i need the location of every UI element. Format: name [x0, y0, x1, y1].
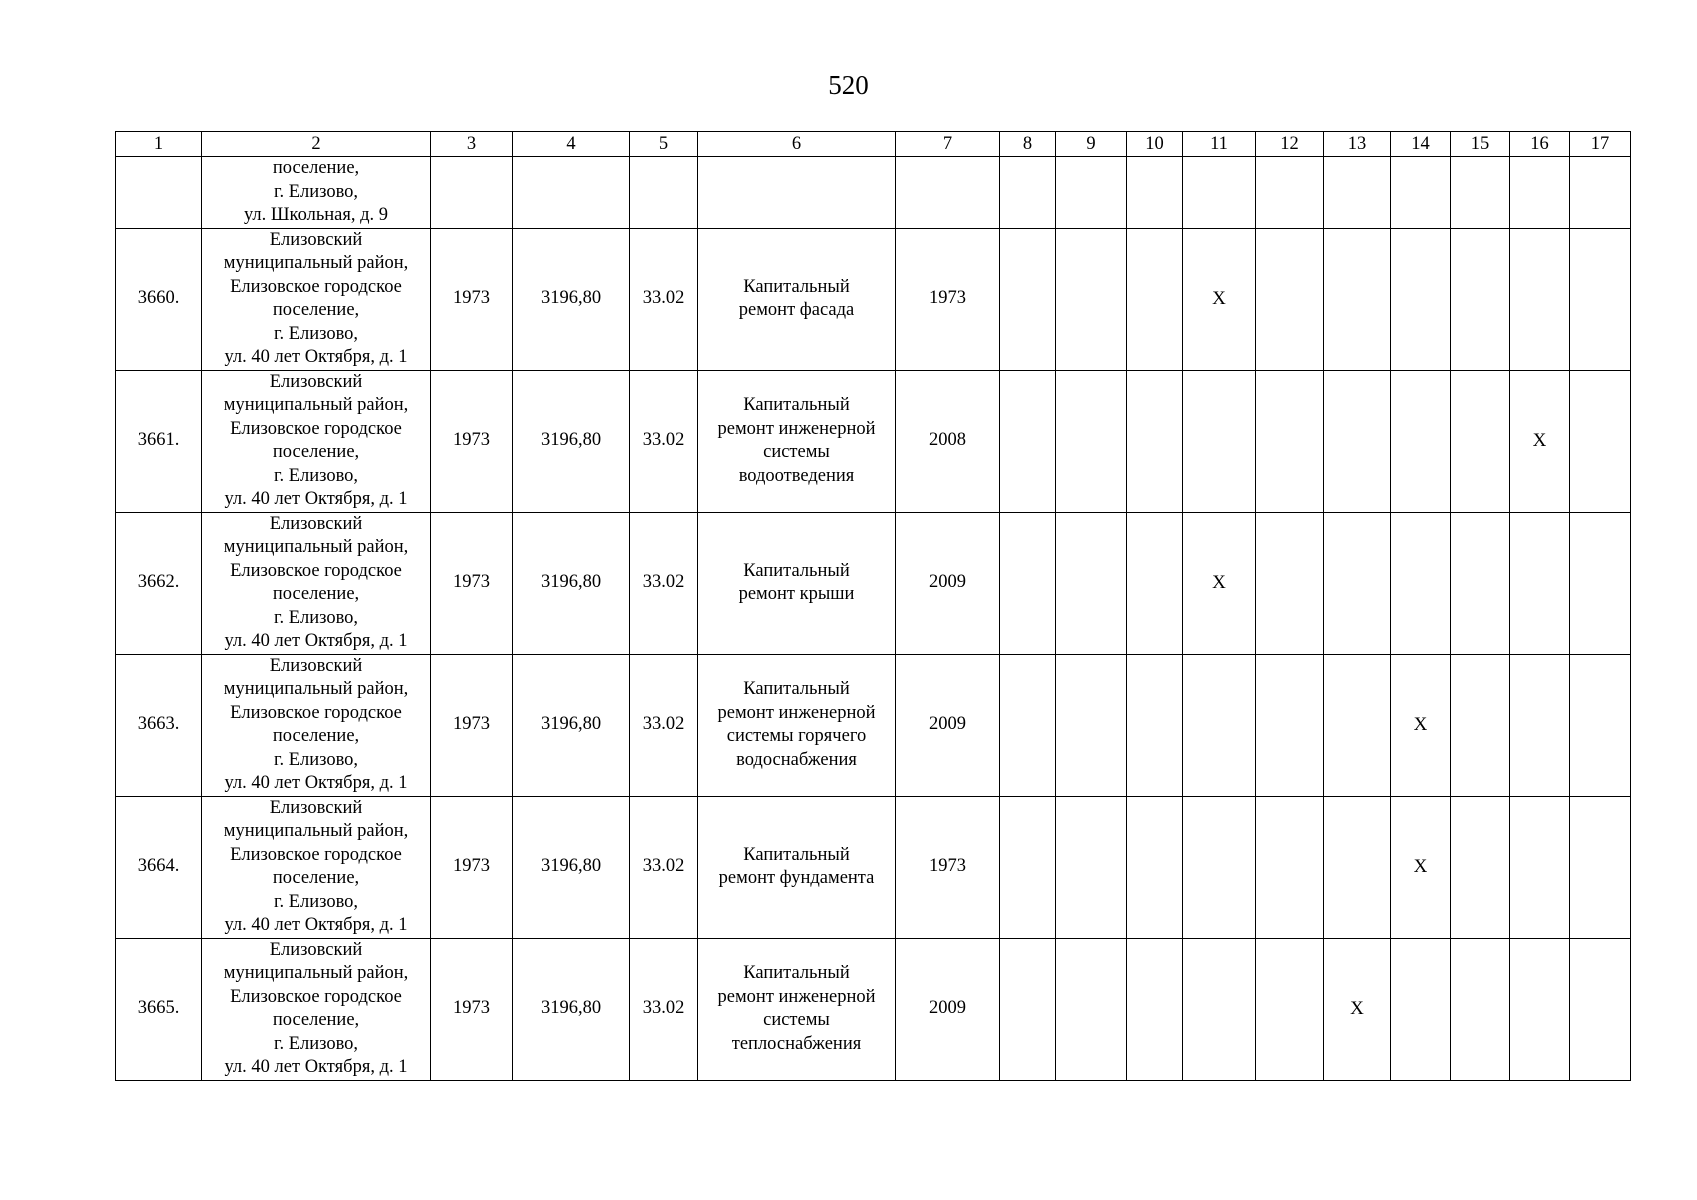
row-mark-col-8: [1000, 512, 1056, 654]
row-work-type: Капитальный ремонт крыши: [698, 512, 896, 654]
row-mark-col-12: [1256, 512, 1324, 654]
table-row: [116, 796, 1631, 938]
row-mark-col-13: [1324, 228, 1391, 370]
row-mark-col-13: X: [1324, 938, 1391, 1080]
row-mark-col-16: [1510, 512, 1570, 654]
table-row: [116, 370, 1631, 512]
row-number: 3665.: [116, 938, 202, 1080]
row-number: 3660.: [116, 228, 202, 370]
row-mark-col-8: [1000, 157, 1056, 229]
row-mark-col-17: [1570, 654, 1631, 796]
row-mark-col-12: [1256, 370, 1324, 512]
column-header: 5: [630, 132, 698, 157]
row-number: 3663.: [116, 654, 202, 796]
row-year-built: 1973: [431, 512, 513, 654]
row-mark-col-14: X: [1391, 796, 1451, 938]
row-year-done: 2009: [896, 654, 1000, 796]
row-year-done: 2009: [896, 938, 1000, 1080]
row-mark-col-9: [1056, 654, 1127, 796]
row-mark-col-16: [1510, 157, 1570, 229]
row-mark-col-9: [1056, 228, 1127, 370]
row-work-type: Капитальный ремонт фундамента: [698, 796, 896, 938]
row-mark-col-10: [1127, 654, 1183, 796]
column-header: 7: [896, 132, 1000, 157]
row-year-built: 1973: [431, 370, 513, 512]
row-mark-col-10: [1127, 796, 1183, 938]
row-code: 33.02: [630, 228, 698, 370]
row-mark-col-15: [1451, 370, 1510, 512]
row-mark-col-11: [1183, 654, 1256, 796]
row-mark-col-12: [1256, 654, 1324, 796]
row-mark-col-16: [1510, 938, 1570, 1080]
row-mark-col-10: [1127, 157, 1183, 229]
table-row: [116, 654, 1631, 796]
row-mark-col-12: [1256, 157, 1324, 229]
table-row: [116, 512, 1631, 654]
row-mark-col-17: [1570, 512, 1631, 654]
row-code: 33.02: [630, 654, 698, 796]
row-mark-col-14: [1391, 512, 1451, 654]
row-mark-col-11: [1183, 796, 1256, 938]
row-mark-col-10: [1127, 938, 1183, 1080]
row-mark-col-11: X: [1183, 512, 1256, 654]
row-mark-col-12: [1256, 938, 1324, 1080]
row-mark-col-10: [1127, 228, 1183, 370]
row-area: 3196,80: [513, 654, 630, 796]
row-mark-col-11: [1183, 370, 1256, 512]
row-year-done: 1973: [896, 228, 1000, 370]
row-year-built: 1973: [431, 654, 513, 796]
row-mark-col-11: [1183, 938, 1256, 1080]
row-address: Елизовский муниципальный район, Елизовское городское поселение, г. Елизово, ул. 40 лет Октября, д. 1: [202, 228, 431, 370]
repair-register-table: [115, 131, 1631, 1081]
row-address: Елизовский муниципальный район, Елизовское городское поселение, г. Елизово, ул. 40 лет Октября, д. 1: [202, 512, 431, 654]
row-mark-col-12: [1256, 796, 1324, 938]
row-mark-col-15: [1451, 796, 1510, 938]
row-mark-col-13: [1324, 157, 1391, 229]
row-mark-col-13: [1324, 654, 1391, 796]
row-mark-col-16: X: [1510, 370, 1570, 512]
row-year-built: 1973: [431, 938, 513, 1080]
row-number: 3662.: [116, 512, 202, 654]
column-header: 2: [202, 132, 431, 157]
row-mark-col-15: [1451, 654, 1510, 796]
column-header: 6: [698, 132, 896, 157]
row-year-built: 1973: [431, 796, 513, 938]
row-mark-col-9: [1056, 370, 1127, 512]
row-mark-col-8: [1000, 228, 1056, 370]
row-area: 3196,80: [513, 938, 630, 1080]
row-mark-col-17: [1570, 157, 1631, 229]
row-year-done: 2008: [896, 370, 1000, 512]
row-area: 3196,80: [513, 370, 630, 512]
column-header: 10: [1127, 132, 1183, 157]
row-area: [513, 157, 630, 229]
row-mark-col-9: [1056, 157, 1127, 229]
row-work-type: [698, 157, 896, 229]
row-mark-col-16: [1510, 228, 1570, 370]
row-code: [630, 157, 698, 229]
row-mark-col-15: [1451, 228, 1510, 370]
row-mark-col-16: [1510, 796, 1570, 938]
row-address: поселение, г. Елизово, ул. Школьная, д. 9: [202, 157, 431, 229]
row-mark-col-17: [1570, 796, 1631, 938]
row-mark-col-10: [1127, 370, 1183, 512]
row-work-type: Капитальный ремонт инженерной системы водоотведения: [698, 370, 896, 512]
row-year-done: 2009: [896, 512, 1000, 654]
column-header: 12: [1256, 132, 1324, 157]
column-header: 17: [1570, 132, 1631, 157]
row-area: 3196,80: [513, 512, 630, 654]
row-mark-col-10: [1127, 512, 1183, 654]
row-work-type: Капитальный ремонт инженерной системы теплоснабжения: [698, 938, 896, 1080]
table-row: [116, 228, 1631, 370]
row-mark-col-9: [1056, 512, 1127, 654]
row-mark-col-13: [1324, 796, 1391, 938]
row-mark-col-16: [1510, 654, 1570, 796]
row-mark-col-15: [1451, 157, 1510, 229]
row-year-done: 1973: [896, 796, 1000, 938]
page-number: 520: [828, 70, 869, 100]
row-address: Елизовский муниципальный район, Елизовское городское поселение, г. Елизово, ул. 40 лет Октября, д. 1: [202, 938, 431, 1080]
row-mark-col-12: [1256, 228, 1324, 370]
row-mark-col-13: [1324, 370, 1391, 512]
row-mark-col-14: [1391, 938, 1451, 1080]
row-mark-col-13: [1324, 512, 1391, 654]
row-year-built: 1973: [431, 228, 513, 370]
row-code: 33.02: [630, 370, 698, 512]
row-mark-col-14: X: [1391, 654, 1451, 796]
row-mark-col-9: [1056, 938, 1127, 1080]
row-year-built: [431, 157, 513, 229]
row-mark-col-15: [1451, 512, 1510, 654]
row-code: 33.02: [630, 512, 698, 654]
row-mark-col-17: [1570, 938, 1631, 1080]
row-mark-col-17: [1570, 228, 1631, 370]
header-row: [116, 132, 1631, 157]
column-header: 9: [1056, 132, 1127, 157]
row-address: Елизовский муниципальный район, Елизовское городское поселение, г. Елизово, ул. 40 лет Октября, д. 1: [202, 796, 431, 938]
row-mark-col-14: [1391, 157, 1451, 229]
row-area: 3196,80: [513, 228, 630, 370]
row-code: 33.02: [630, 938, 698, 1080]
row-mark-col-11: X: [1183, 228, 1256, 370]
column-header: 11: [1183, 132, 1256, 157]
row-number: 3661.: [116, 370, 202, 512]
column-header: 16: [1510, 132, 1570, 157]
row-mark-col-8: [1000, 938, 1056, 1080]
row-address: Елизовский муниципальный район, Елизовское городское поселение, г. Елизово, ул. 40 лет Октября, д. 1: [202, 370, 431, 512]
row-mark-col-14: [1391, 228, 1451, 370]
row-work-type: Капитальный ремонт фасада: [698, 228, 896, 370]
row-address: Елизовский муниципальный район, Елизовское городское поселение, г. Елизово, ул. 40 лет Октября, д. 1: [202, 654, 431, 796]
row-area: 3196,80: [513, 796, 630, 938]
row-mark-col-14: [1391, 370, 1451, 512]
row-mark-col-15: [1451, 938, 1510, 1080]
row-mark-col-8: [1000, 654, 1056, 796]
column-header: 1: [116, 132, 202, 157]
column-header: 3: [431, 132, 513, 157]
column-header: 14: [1391, 132, 1451, 157]
row-mark-col-9: [1056, 796, 1127, 938]
table-row-continuation: [116, 157, 1631, 229]
row-mark-col-8: [1000, 796, 1056, 938]
row-mark-col-17: [1570, 370, 1631, 512]
row-number: [116, 157, 202, 229]
row-year-done: [896, 157, 1000, 229]
table-row: [116, 938, 1631, 1080]
row-work-type: Капитальный ремонт инженерной системы горячего водоснабжения: [698, 654, 896, 796]
column-header: 13: [1324, 132, 1391, 157]
row-mark-col-8: [1000, 370, 1056, 512]
column-header: 15: [1451, 132, 1510, 157]
column-header: 4: [513, 132, 630, 157]
row-number: 3664.: [116, 796, 202, 938]
row-mark-col-11: [1183, 157, 1256, 229]
row-code: 33.02: [630, 796, 698, 938]
column-header: 8: [1000, 132, 1056, 157]
